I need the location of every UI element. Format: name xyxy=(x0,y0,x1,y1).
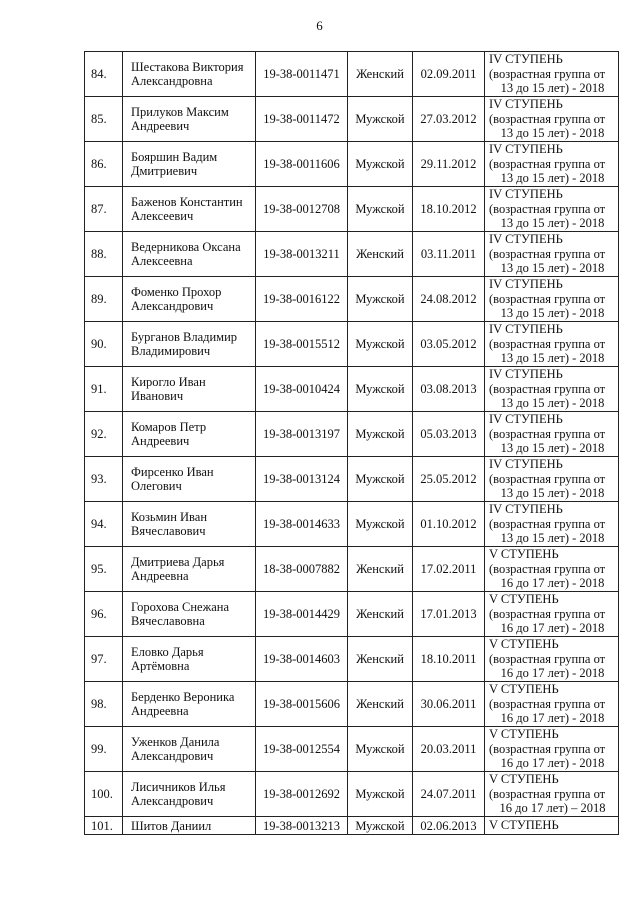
birth-date: 18.10.2012 xyxy=(413,187,485,232)
name-line-2: Вячеславовна xyxy=(131,614,205,628)
row-number: 96. xyxy=(85,592,123,637)
row-number: 86. xyxy=(85,142,123,187)
gender: Мужской xyxy=(348,322,413,367)
birth-date: 03.08.2013 xyxy=(413,367,485,412)
birth-date: 02.09.2011 xyxy=(413,52,485,97)
name-line-2: Андреевич xyxy=(131,119,190,133)
table-body xyxy=(85,52,619,835)
table-row xyxy=(85,547,619,592)
id-code: 19-38-0013124 xyxy=(256,457,348,502)
row-number: 87. xyxy=(85,187,123,232)
id-code: 19-38-0014429 xyxy=(256,592,348,637)
id-code: 19-38-0015606 xyxy=(256,682,348,727)
row-number: 98. xyxy=(85,682,123,727)
stage-cell xyxy=(485,547,619,592)
name-line-1: Лисичников Илья xyxy=(131,780,226,794)
name-line-1: Баженов Константин xyxy=(131,195,243,209)
stage-title: V СТУПЕНЬ xyxy=(489,592,559,607)
stage-title: V СТУПЕНЬ xyxy=(489,637,559,652)
stage-age-range: 16 до 17 лет) - 2018 xyxy=(500,711,605,726)
full-name xyxy=(123,322,256,367)
birth-date: 02.06.2013 xyxy=(413,817,485,835)
stage-cell xyxy=(485,682,619,727)
table-row xyxy=(85,412,619,457)
stage-cell xyxy=(485,502,619,547)
name-line-1: Фоменко Прохор xyxy=(131,285,222,299)
stage-cell xyxy=(485,367,619,412)
stage-age-range: 16 до 17 лет) - 2018 xyxy=(500,621,605,636)
name-line-1: Комаров Петр xyxy=(131,420,207,434)
full-name xyxy=(123,682,256,727)
full-name xyxy=(123,367,256,412)
full-name xyxy=(123,772,256,817)
birth-date: 03.11.2011 xyxy=(413,232,485,277)
stage-age-range: 13 до 15 лет) - 2018 xyxy=(500,531,605,546)
full-name xyxy=(123,727,256,772)
name-line-2: Андреевна xyxy=(131,569,189,583)
stage-cell xyxy=(485,322,619,367)
stage-title: V СТУПЕНЬ xyxy=(485,817,619,835)
full-name xyxy=(123,187,256,232)
stage-age-group: (возрастная группа от xyxy=(489,696,606,711)
gender: Женский xyxy=(348,547,413,592)
row-number: 85. xyxy=(85,97,123,142)
stage-age-group: (возрастная группа от xyxy=(489,246,606,261)
name-line-2: Алексеевна xyxy=(131,254,193,268)
stage-title: IV СТУПЕНЬ xyxy=(489,97,563,112)
row-number: 93. xyxy=(85,457,123,502)
stage-title: IV СТУПЕНЬ xyxy=(489,142,563,157)
row-number: 101. xyxy=(85,817,123,835)
name-line-2: Иванович xyxy=(131,389,184,403)
name-line-2: Александрович xyxy=(131,749,214,763)
stage-age-range: 13 до 15 лет) - 2018 xyxy=(500,171,605,186)
stage-age-group: (возрастная группа от xyxy=(489,786,606,801)
birth-date: 27.03.2012 xyxy=(413,97,485,142)
gender: Мужской xyxy=(348,772,413,817)
table-row xyxy=(85,592,619,637)
id-code: 19-38-0012708 xyxy=(256,187,348,232)
gender: Мужской xyxy=(348,412,413,457)
stage-age-group: (возрастная группа от xyxy=(489,111,606,126)
name-line-2: Алексеевич xyxy=(131,209,194,223)
full-name xyxy=(123,547,256,592)
stage-age-range: 16 до 17 лет) – 2018 xyxy=(499,801,606,816)
stage-age-range: 13 до 15 лет) - 2018 xyxy=(500,261,605,276)
stage-age-range: 13 до 15 лет) - 2018 xyxy=(500,396,605,411)
stage-age-range: 13 до 15 лет) - 2018 xyxy=(500,81,605,96)
stage-age-range: 13 до 15 лет) - 2018 xyxy=(500,441,605,456)
stage-title: V СТУПЕНЬ xyxy=(489,547,559,562)
id-code: 19-38-0011471 xyxy=(256,52,348,97)
gender: Мужской xyxy=(348,457,413,502)
table-row xyxy=(85,142,619,187)
name-line-2: Олегович xyxy=(131,479,182,493)
birth-date: 30.06.2011 xyxy=(413,682,485,727)
row-number: 92. xyxy=(85,412,123,457)
row-number: 97. xyxy=(85,637,123,682)
birth-date: 29.11.2012 xyxy=(413,142,485,187)
row-number: 89. xyxy=(85,277,123,322)
gender: Мужской xyxy=(348,142,413,187)
full-name xyxy=(123,412,256,457)
stage-age-range: 13 до 15 лет) - 2018 xyxy=(500,126,605,141)
stage-cell xyxy=(485,232,619,277)
stage-cell xyxy=(485,52,619,97)
full-name xyxy=(123,592,256,637)
full-name xyxy=(123,142,256,187)
stage-age-range: 13 до 15 лет) - 2018 xyxy=(500,306,605,321)
gender: Женский xyxy=(348,682,413,727)
stage-age-group: (возрастная группа от xyxy=(489,336,606,351)
stage-cell xyxy=(485,187,619,232)
id-code: 19-38-0013197 xyxy=(256,412,348,457)
gender: Мужской xyxy=(348,502,413,547)
name-line-1: Фирсенко Иван xyxy=(131,465,214,479)
stage-age-group: (возрастная группа от xyxy=(489,471,606,486)
stage-title: IV СТУПЕНЬ xyxy=(489,187,563,202)
table-row xyxy=(85,637,619,682)
stage-age-range: 13 до 15 лет) - 2018 xyxy=(500,486,605,501)
name-line-1: Дмитриева Дарья xyxy=(131,555,225,569)
row-number: 88. xyxy=(85,232,123,277)
full-name xyxy=(123,502,256,547)
stage-age-range: 13 до 15 лет) - 2018 xyxy=(500,216,605,231)
gender: Мужской xyxy=(348,97,413,142)
full-name xyxy=(123,277,256,322)
gender: Мужской xyxy=(348,277,413,322)
name-line-2: Александрович xyxy=(131,299,214,313)
stage-age-group: (возрастная группа от xyxy=(489,381,606,396)
gender: Женский xyxy=(348,232,413,277)
stage-age-group: (возрастная группа от xyxy=(489,156,606,171)
name-line-1: Шестакова Виктория xyxy=(131,60,244,74)
name-line-1: Берденко Вероника xyxy=(131,690,235,704)
stage-cell xyxy=(485,592,619,637)
name-line-1: Горохова Снежана xyxy=(131,600,229,614)
stage-age-group: (возрастная группа от xyxy=(489,66,606,81)
name-line-1: Ведерникова Оксана xyxy=(131,240,241,254)
gender: Женский xyxy=(348,637,413,682)
birth-date: 03.05.2012 xyxy=(413,322,485,367)
row-number: 90. xyxy=(85,322,123,367)
id-code: 19-38-0012554 xyxy=(256,727,348,772)
table-row xyxy=(85,187,619,232)
row-number: 95. xyxy=(85,547,123,592)
stage-age-range: 16 до 17 лет) - 2018 xyxy=(500,576,605,591)
stage-cell xyxy=(485,277,619,322)
name-line-1: Бурганов Владимир xyxy=(131,330,238,344)
gender: Мужской xyxy=(348,367,413,412)
id-code: 19-38-0013211 xyxy=(256,232,348,277)
name-line-1: Уженков Данила xyxy=(131,735,220,749)
birth-date: 17.01.2013 xyxy=(413,592,485,637)
table-row xyxy=(85,817,619,835)
stage-age-group: (возрастная группа от xyxy=(489,651,606,666)
id-code: 19-38-0013213 xyxy=(256,817,348,835)
stage-cell xyxy=(485,142,619,187)
stage-cell xyxy=(485,772,619,817)
stage-title: V СТУПЕНЬ xyxy=(489,772,559,787)
stage-title: IV СТУПЕНЬ xyxy=(489,52,563,67)
stage-age-group: (возрастная группа от xyxy=(489,561,606,576)
birth-date: 17.02.2011 xyxy=(413,547,485,592)
name-line-2: Александровна xyxy=(131,74,213,88)
stage-age-group: (возрастная группа от xyxy=(489,201,606,216)
row-number: 94. xyxy=(85,502,123,547)
stage-title: IV СТУПЕНЬ xyxy=(489,502,563,517)
birth-date: 01.10.2012 xyxy=(413,502,485,547)
participants-table xyxy=(84,51,619,835)
gender: Женский xyxy=(348,592,413,637)
stage-cell xyxy=(485,97,619,142)
birth-date: 25.05.2012 xyxy=(413,457,485,502)
name-line-2: Дмитриевич xyxy=(131,164,198,178)
name-line-1: Прилуков Максим xyxy=(131,105,229,119)
stage-title: IV СТУПЕНЬ xyxy=(489,232,563,247)
id-code: 19-38-0014633 xyxy=(256,502,348,547)
table-row xyxy=(85,502,619,547)
name-line-2: Александрович xyxy=(131,794,214,808)
id-code: 19-38-0015512 xyxy=(256,322,348,367)
gender: Мужской xyxy=(348,817,413,835)
table-row xyxy=(85,772,619,817)
stage-age-range: 16 до 17 лет) - 2018 xyxy=(500,666,605,681)
name-line-1: Бояршин Вадим xyxy=(131,150,218,164)
table-row xyxy=(85,727,619,772)
stage-title: IV СТУПЕНЬ xyxy=(489,367,563,382)
stage-title: IV СТУПЕНЬ xyxy=(489,322,563,337)
name-line-2: Андреевна xyxy=(131,704,189,718)
stage-cell xyxy=(485,457,619,502)
id-code: 19-38-0014603 xyxy=(256,637,348,682)
id-code: 19-38-0016122 xyxy=(256,277,348,322)
name-line-1: Козьмин Иван xyxy=(131,510,208,524)
table-row xyxy=(85,367,619,412)
full-name xyxy=(123,457,256,502)
row-number: 84. xyxy=(85,52,123,97)
full-name xyxy=(123,52,256,97)
table-row xyxy=(85,322,619,367)
birth-date: 05.03.2013 xyxy=(413,412,485,457)
table-row xyxy=(85,682,619,727)
stage-title: V СТУПЕНЬ xyxy=(489,682,559,697)
name-line-2: Артёмовна xyxy=(131,659,190,673)
gender: Мужской xyxy=(348,187,413,232)
page-number: 6 xyxy=(316,18,323,33)
stage-age-group: (возрастная группа от xyxy=(489,291,606,306)
id-code: 19-38-0011472 xyxy=(256,97,348,142)
id-code: 19-38-0010424 xyxy=(256,367,348,412)
full-name xyxy=(123,97,256,142)
full-name: Шитов Даниил xyxy=(123,817,256,835)
stage-age-group: (возрастная группа от xyxy=(489,606,606,621)
id-code: 18-38-0007882 xyxy=(256,547,348,592)
birth-date: 18.10.2011 xyxy=(413,637,485,682)
stage-cell xyxy=(485,637,619,682)
full-name xyxy=(123,637,256,682)
gender: Женский xyxy=(348,52,413,97)
row-number: 91. xyxy=(85,367,123,412)
name-line-1: Еловко Дарья xyxy=(131,645,204,659)
stage-age-range: 16 до 17 лет) - 2018 xyxy=(500,756,605,771)
birth-date: 24.07.2011 xyxy=(413,772,485,817)
table-row xyxy=(85,232,619,277)
name-line-2: Вячеславович xyxy=(131,524,206,538)
id-code: 19-38-0012692 xyxy=(256,772,348,817)
name-line-2: Андреевич xyxy=(131,434,190,448)
table-row xyxy=(85,52,619,97)
birth-date: 24.08.2012 xyxy=(413,277,485,322)
row-number: 99. xyxy=(85,727,123,772)
stage-age-range: 13 до 15 лет) - 2018 xyxy=(500,351,605,366)
full-name xyxy=(123,232,256,277)
id-code: 19-38-0011606 xyxy=(256,142,348,187)
name-line-2: Владимирович xyxy=(131,344,211,358)
name-line-1: Кирогло Иван xyxy=(131,375,206,389)
birth-date: 20.03.2011 xyxy=(413,727,485,772)
stage-age-group: (возрастная группа от xyxy=(489,516,606,531)
row-number: 100. xyxy=(85,772,123,817)
stage-title: V СТУПЕНЬ xyxy=(489,727,559,742)
stage-age-group: (возрастная группа от xyxy=(489,741,606,756)
stage-age-group: (возрастная группа от xyxy=(489,426,606,441)
table-row xyxy=(85,277,619,322)
table-row xyxy=(85,457,619,502)
stage-cell xyxy=(485,412,619,457)
table-row xyxy=(85,97,619,142)
stage-title: IV СТУПЕНЬ xyxy=(489,277,563,292)
gender: Мужской xyxy=(348,727,413,772)
stage-cell xyxy=(485,727,619,772)
stage-title: IV СТУПЕНЬ xyxy=(489,412,563,427)
stage-title: IV СТУПЕНЬ xyxy=(489,457,563,472)
